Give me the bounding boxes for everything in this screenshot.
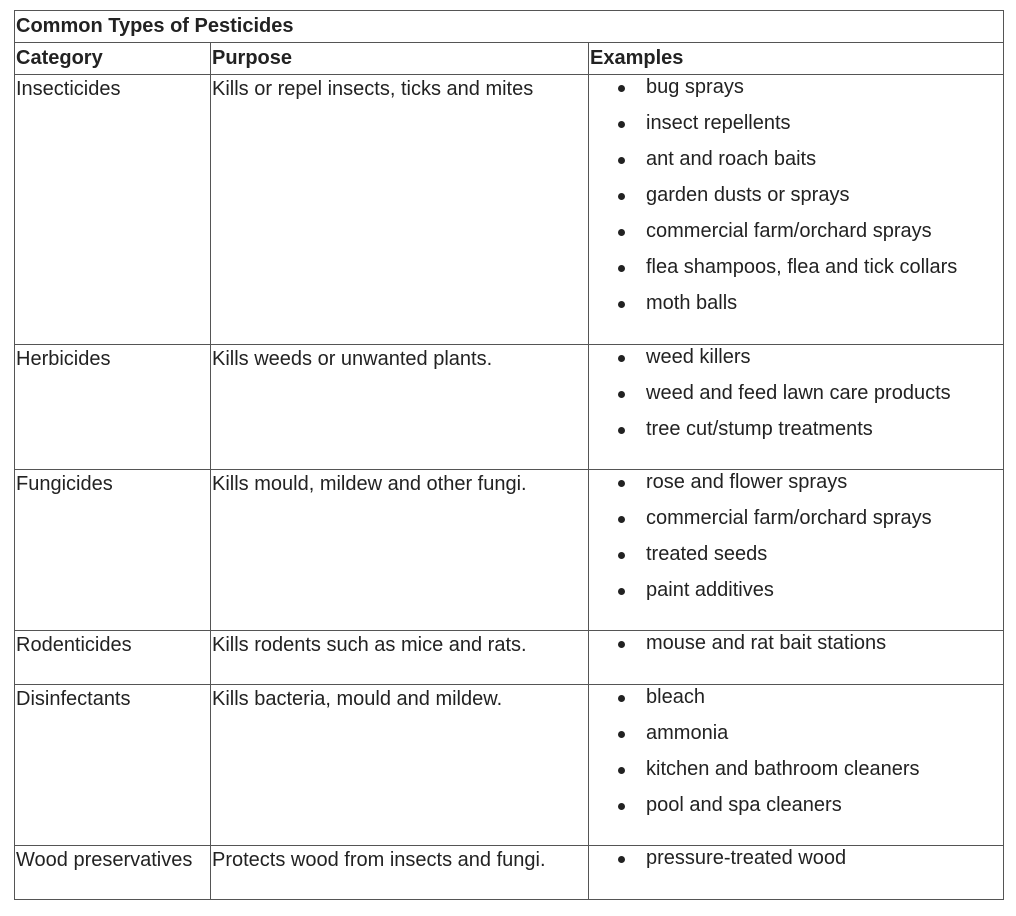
example-text: garden dusts or sprays (646, 184, 850, 206)
header-row (15, 43, 1004, 75)
bullet-icon (618, 803, 625, 810)
list-item (590, 75, 1003, 111)
example-text: rose and flower sprays (646, 471, 848, 493)
list-item (590, 685, 1003, 721)
example-text: mouse and rat bait stations (646, 632, 887, 654)
list-item (590, 183, 1003, 219)
examples-cell (589, 631, 1004, 685)
examples-cell (589, 75, 1004, 345)
table-row (15, 685, 1004, 846)
caption-row (15, 11, 1004, 43)
example-text: pressure-treated wood (646, 847, 847, 869)
header-examples: Examples (589, 43, 1004, 75)
purpose-cell: Protects wood from insects and fungi. (211, 846, 589, 900)
list-item (590, 255, 1003, 291)
examples-list (590, 345, 1003, 453)
example-text: commercial farm/orchard sprays (646, 220, 932, 242)
example-text: pool and spa cleaners (646, 794, 842, 816)
category-cell: Herbicides (15, 345, 211, 470)
table-caption: Common Types of Pesticides (15, 11, 1004, 43)
list-item (590, 147, 1003, 183)
examples-cell (589, 470, 1004, 631)
list-item (590, 757, 1003, 793)
example-text: ammonia (646, 722, 729, 744)
bullet-icon (618, 121, 625, 128)
list-item (590, 506, 1003, 542)
bullet-icon (618, 588, 625, 595)
example-text: paint additives (646, 579, 774, 601)
category-cell: Wood preservatives (15, 846, 211, 900)
examples-list (590, 846, 1003, 882)
purpose-cell: Kills bacteria, mould and mildew. (211, 685, 589, 846)
bullet-icon (618, 301, 625, 308)
bullet-icon (618, 552, 625, 559)
list-item (590, 291, 1003, 327)
header-purpose: Purpose (211, 43, 589, 75)
purpose-cell: Kills or repel insects, ticks and mites (211, 75, 589, 345)
bullet-icon (618, 480, 625, 487)
list-item (590, 846, 1003, 882)
table-row (15, 470, 1004, 631)
list-item (590, 345, 1003, 381)
list-item (590, 111, 1003, 147)
example-text: treated seeds (646, 543, 768, 565)
bullet-icon (618, 731, 625, 738)
example-text: insect repellents (646, 112, 791, 134)
bullet-icon (618, 157, 625, 164)
bullet-icon (618, 85, 625, 92)
example-text: moth balls (646, 292, 738, 314)
example-text: ant and roach baits (646, 148, 817, 170)
bullet-icon (618, 641, 625, 648)
purpose-cell: Kills mould, mildew and other fungi. (211, 470, 589, 631)
list-item (590, 721, 1003, 757)
bullet-icon (618, 265, 625, 272)
list-item (590, 793, 1003, 829)
list-item (590, 219, 1003, 255)
bullet-icon (618, 193, 625, 200)
category-cell: Disinfectants (15, 685, 211, 846)
bullet-icon (618, 229, 625, 236)
bullet-icon (618, 427, 625, 434)
example-text: tree cut/stump treatments (646, 418, 873, 440)
bullet-icon (618, 391, 625, 398)
list-item (590, 417, 1003, 453)
category-cell: Fungicides (15, 470, 211, 631)
example-text: weed and feed lawn care products (646, 382, 951, 404)
examples-list (590, 685, 1003, 829)
table-row (15, 75, 1004, 345)
example-text: commercial farm/orchard sprays (646, 507, 932, 529)
category-cell: Rodenticides (15, 631, 211, 685)
examples-cell (589, 846, 1004, 900)
example-text: bug sprays (646, 76, 744, 98)
bullet-icon (618, 355, 625, 362)
examples-cell (589, 685, 1004, 846)
table-row (15, 631, 1004, 685)
bullet-icon (618, 516, 625, 523)
list-item (590, 542, 1003, 578)
example-text: flea shampoos, flea and tick collars (646, 256, 958, 278)
list-item (590, 578, 1003, 614)
purpose-cell: Kills weeds or unwanted plants. (211, 345, 589, 470)
examples-list (590, 631, 1003, 667)
bullet-icon (618, 767, 625, 774)
examples-cell (589, 345, 1004, 470)
list-item (590, 381, 1003, 417)
example-text: weed killers (646, 346, 751, 368)
category-cell: Insecticides (15, 75, 211, 345)
list-item (590, 470, 1003, 506)
table-row (15, 846, 1004, 900)
list-item (590, 631, 1003, 667)
pesticides-table (14, 10, 1004, 900)
examples-list (590, 75, 1003, 327)
bullet-icon (618, 856, 625, 863)
purpose-cell: Kills rodents such as mice and rats. (211, 631, 589, 685)
table-row (15, 345, 1004, 470)
example-text: kitchen and bathroom cleaners (646, 758, 920, 780)
header-category: Category (15, 43, 211, 75)
bullet-icon (618, 695, 625, 702)
example-text: bleach (646, 686, 705, 708)
examples-list (590, 470, 1003, 614)
